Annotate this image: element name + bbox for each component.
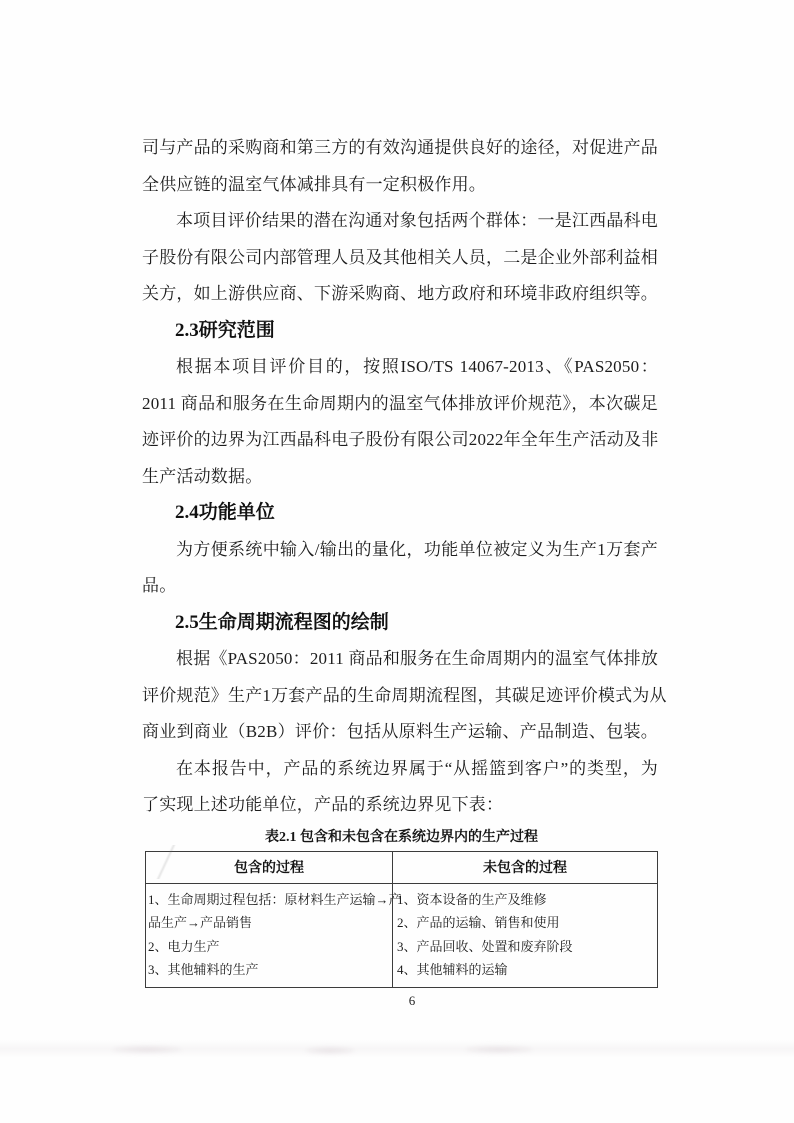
paragraph: [142, 130, 658, 203]
paragraph-line: 生产活动数据。: [142, 466, 263, 486]
paragraph: [142, 641, 667, 751]
paragraph-line: 根据《PAS2050：2011 商品和服务在生命周期内的温室气体排放: [176, 649, 659, 668]
document-body: [142, 130, 667, 988]
section-heading-2-4: 2.4功能单位: [175, 502, 275, 523]
paragraph-line: 商业到商业（B2B）评价：包括从原料生产运输、产品制造、包装。: [142, 722, 658, 741]
table-header-included: 包含的过程: [146, 852, 393, 883]
table-line: 1、资本设备的生产及维修: [397, 891, 547, 907]
table-line: 3、产品回收、处置和废弃阶段: [397, 938, 573, 954]
table-line: 2、产品的运输、销售和使用: [397, 915, 560, 930]
table-header-excluded: 未包含的过程: [483, 861, 567, 876]
paragraph-line: 子股份有限公司内部管理人员及其他相关人员，二是企业外部利益相: [142, 247, 658, 267]
paragraph-line: 本项目评价结果的潜在沟通对象包括两个群体：一是江西晶科电: [176, 211, 658, 230]
table-line: 2、电力生产: [148, 938, 220, 954]
table-header-row: [146, 852, 657, 884]
table-line: 品生产→产品销售: [148, 915, 253, 930]
scan-smudge: [465, 1046, 533, 1053]
system-boundary-table: [145, 851, 658, 988]
paragraph-line: 评价规范》生产1万套产品的生命周期流程图，其碳足迹评价模式为从: [142, 685, 667, 705]
paragraph-line: 2011 商品和服务在生命周期内的温室气体排放评价规范》，本次碳足: [142, 393, 658, 413]
paragraph-line: 迹评价的边界为江西晶科电子股份有限公司2022年全年生产活动及非: [142, 430, 659, 449]
paragraph-line: 关方，如上游供应商、下游采购商、地方政府和环境非政府组织等。: [142, 284, 658, 303]
paragraph-line: 根据本项目评价目的，按照ISO/TS 14067-2013、《PAS2050：: [176, 357, 658, 376]
section-heading-2-3: 2.3研究范围: [175, 319, 275, 341]
paragraph-line: 了实现上述功能单位，产品的系统边界见下表：: [142, 795, 504, 814]
paragraph-line: 在本报告中，产品的系统边界属于“从摇篮到客户”的类型，为: [176, 758, 658, 778]
paragraph: [142, 532, 658, 605]
paragraph: [142, 349, 658, 495]
paragraph: [142, 203, 658, 313]
scan-smudge: [112, 1046, 182, 1053]
paragraph-line: 全供应链的温室气体减排具有一定积极作用。: [142, 174, 486, 194]
table-cell-included: [146, 884, 402, 987]
paragraph-line: 司与产品的采购商和第三方的有效沟通提供良好的途径，对促进产品: [142, 138, 658, 157]
table-cell-excluded: [393, 884, 657, 987]
paragraph-line: 为方便系统中输入/输出的量化，功能单位被定义为生产1万套产: [176, 539, 658, 559]
paragraph-line: 品。: [142, 576, 177, 595]
scan-shadow-band: [0, 1040, 794, 1058]
page-number: 6: [408, 993, 416, 1008]
scan-smudge: [305, 1047, 355, 1054]
table-body-row: [146, 884, 657, 987]
table-line: 4、其他辅料的运输: [397, 962, 508, 977]
table-line: 3、其他辅料的生产: [148, 962, 259, 977]
section-heading-2-5: 2.5生命周期流程图的绘制: [175, 611, 389, 633]
table-caption: 表2.1 包含和未包含在系统边界内的生产过程: [265, 829, 538, 845]
paragraph: [142, 751, 658, 824]
table-line: 1、生命周期过程包括：原材料生产运输→产: [148, 891, 402, 907]
